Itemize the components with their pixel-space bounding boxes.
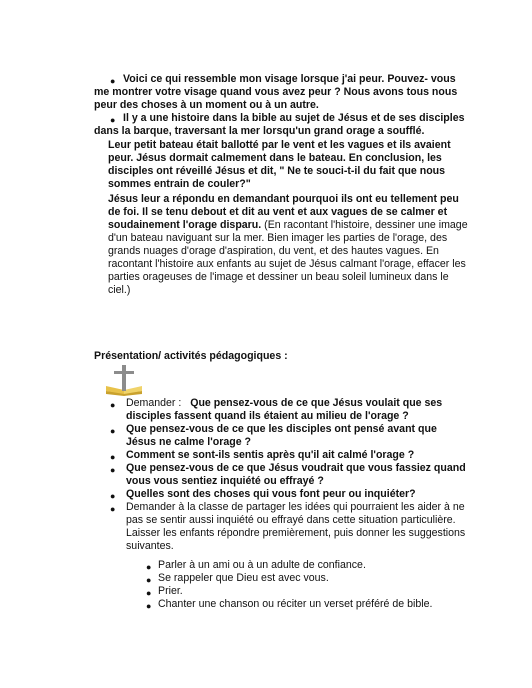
intro-paragraph-2: Il y a une histoire dans la bible au sujet de Jésus et de ses disciples dans la barque, traversant la mer lorsqu'un grand orage a soufflé. (94, 112, 465, 137)
bullet-dot: ● (146, 575, 152, 585)
bullet-dot: ● (110, 504, 116, 514)
story-paragraph-2 (108, 193, 470, 297)
suggestion-item: Prier. (158, 585, 183, 597)
question-1-prefix: Demander : (126, 397, 182, 409)
question-6: Demander à la classe de partager les idées qui pourraient les aider à ne pas se sentir aussi inquiété ou effrayé dans cette situation particulière. Laisser les enfants répondre premièrement, puis donner les suggestions suivantes. (126, 501, 466, 552)
bullet-dot: ● (146, 588, 152, 598)
story-paragraph-2-bold: Jésus leur a répondu en demandant pourquoi ils ont eu tellement peu de foi. Il se tenu debout et dit au vent et aux vagues de se calmer et soudainement l'orage disparu. (108, 193, 459, 231)
bullet-dot: ● (110, 491, 116, 501)
question-2: Que pensez-vous de ce que les disciples ont pensé avant que Jésus ne calme l'orage ? (126, 423, 437, 448)
suggestion-item: Parler à un ami ou à un adulte de confiance. (158, 559, 366, 571)
cross-bible-icon (100, 364, 148, 396)
bullet-dot: ● (146, 601, 152, 611)
bullet-dot: ● (146, 562, 152, 572)
suggestion-item: Se rappeler que Dieu est avec vous. (158, 572, 329, 584)
bullet-dot: ● (110, 115, 116, 125)
bullet-dot: ● (110, 465, 116, 475)
bullet-dot: ● (110, 452, 116, 462)
bullet-dot: ● (110, 426, 116, 436)
question-4: Que pensez-vous de ce que Jésus voudrait que vous fassiez quand vous vous sentiez inquiété ou effrayé ? (126, 462, 466, 487)
question-1 (126, 397, 466, 423)
bullet-dot: ● (110, 76, 116, 86)
question-5: Quelles sont des choses qui vous font peur ou inquiéter? (126, 488, 416, 500)
question-1-text: Que pensez-vous de ce que Jésus voulait que ses disciples fassent quand ils étaient au milieu de l'orage ? (126, 397, 443, 422)
suggestion-item: Chanter une chanson ou réciter un verset préféré de bible. (158, 598, 433, 610)
story-paragraph-1: Leur petit bateau était ballotté par le vent et les vagues et ils avaient peur. Jésus dormait calmement dans le bateau. En conclusion, les disciples ont réveillé Jésus et dit, " Ne te souci-t-il du fait que nous sommes entrain de couler?" (108, 139, 451, 190)
question-3: Comment se sont-ils sentis après qu'il ait calmé l'orage ? (126, 449, 415, 461)
story-paragraph-2-note: (En racontant l'histoire, dessiner une image d'un bateau naviguant sur la mer. Bien imager les parties de l'orage, des grands nuages d'orage d'aspiration, du vent, et des hautes vagues. En racontant l'histoire aux enfants au sujet de Jésus calmant l'orage, effacer les parties orageuses de l'image et dessiner un beau soleil lumineux dans le ciel.) (108, 219, 468, 296)
bullet-dot: ● (110, 400, 116, 410)
activities-heading: Présentation/ activités pédagogiques : (94, 350, 288, 362)
intro-paragraph-1: Voici ce qui ressemble mon visage lorsque j'ai peur. Pouvez- vous me montrer votre visage quand vous avez peur ? Nous avons tous nous peur des choses à un moment ou à un autre. (94, 73, 458, 111)
